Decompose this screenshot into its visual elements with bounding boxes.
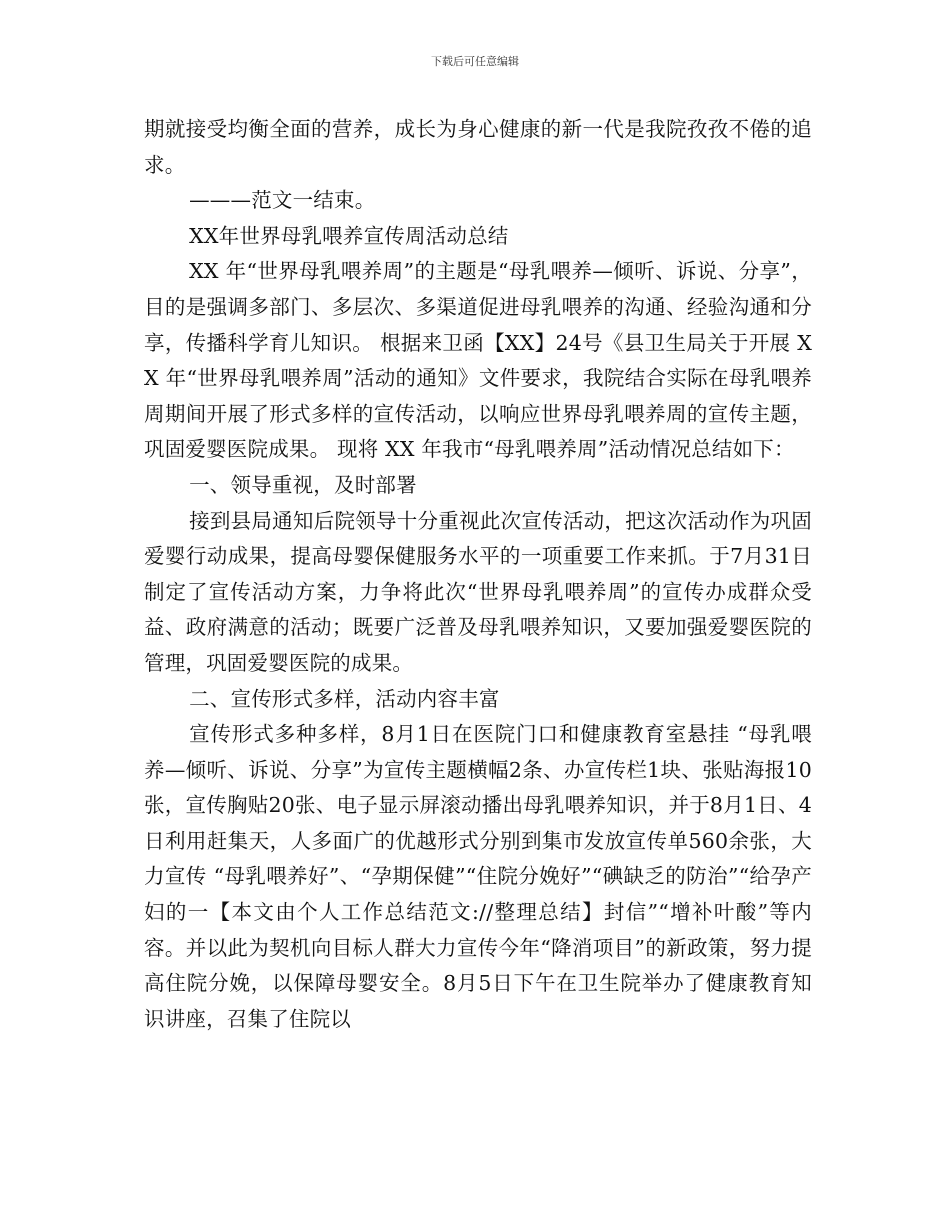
section-end-marker: ———范文一结束。 [189,188,376,213]
section-heading-2: 二、宣传形式多样，活动内容丰富 [189,686,500,711]
paragraph-intro-continuation: 期就接受均衡全面的营养，成长为身心健康的新一代是我院孜孜不倦的追求。 [144,117,812,177]
paragraph-overview: XX 年“世界母乳喂养周”的主题是“母乳喂养—倾听、诉说、分享”，目的是强调多部门、多层次、多渠道促进母乳喂养的沟通、经验沟通和分享，传播科学育儿知识。 根据来卫函【XX】24号《县卫生局关于开展 XX 年“世界母乳喂养周”活动的通知》文件要求，我院结合实际在母乳喂养周期间开展了形式多样的宣传活动，以响应世界母乳喂养周的宣传主题，巩固爱婴医院成果。 现将 XX 年我市“母乳喂养周”活动情况总结如下： [144,259,812,462]
paragraph-section-1: 接到县局通知后院领导十分重视此次宣传活动，把这次活动作为巩固爱婴行动成果，提高母婴保健服务水平的一项重要工作来抓。于7月31日制定了宣传活动方案，力争将此次“世界母乳喂养周”的宣传办成群众受益、政府满意的活动；既要广泛普及母乳喂养知识，又要加强爱婴医院的管理，巩固爱婴医院的成果。 [144,508,812,675]
section-heading-1: 一、领导重视，及时部署 [189,472,417,497]
document-body [144,112,812,1037]
paragraph-section-2: 宣传形式多种多样，8月1日在医院门口和健康教育室悬挂 “母乳喂养—倾听、诉说、分享”为宣传主题横幅2条、办宣传栏1块、张贴海报10张，宣传胸贴20张、电子显示屏滚动播出母乳喂养知识，并于8月1日、4日利用赶集天，人多面广的优越形式分别到集市发放宣传单560余张，大力宣传 “母乳喂养好”、“孕期保健”“住院分娩好”“碘缺乏的防治”“给孕产妇的一【本文由个人工作总结范文://整理总结】封信”“增补叶酸”等内容。并以此为契机向目标人群大力宣传今年“降消项目”的新政策，努力提高住院分娩，以保障母婴安全。8月5日下午在卫生院举办了健康教育知识讲座，召集了住院以 [144,722,812,1031]
document-title: XX年世界母乳喂养宣传周活动总结 [189,223,509,248]
page-header: 下载后可任意编辑 [431,55,519,68]
